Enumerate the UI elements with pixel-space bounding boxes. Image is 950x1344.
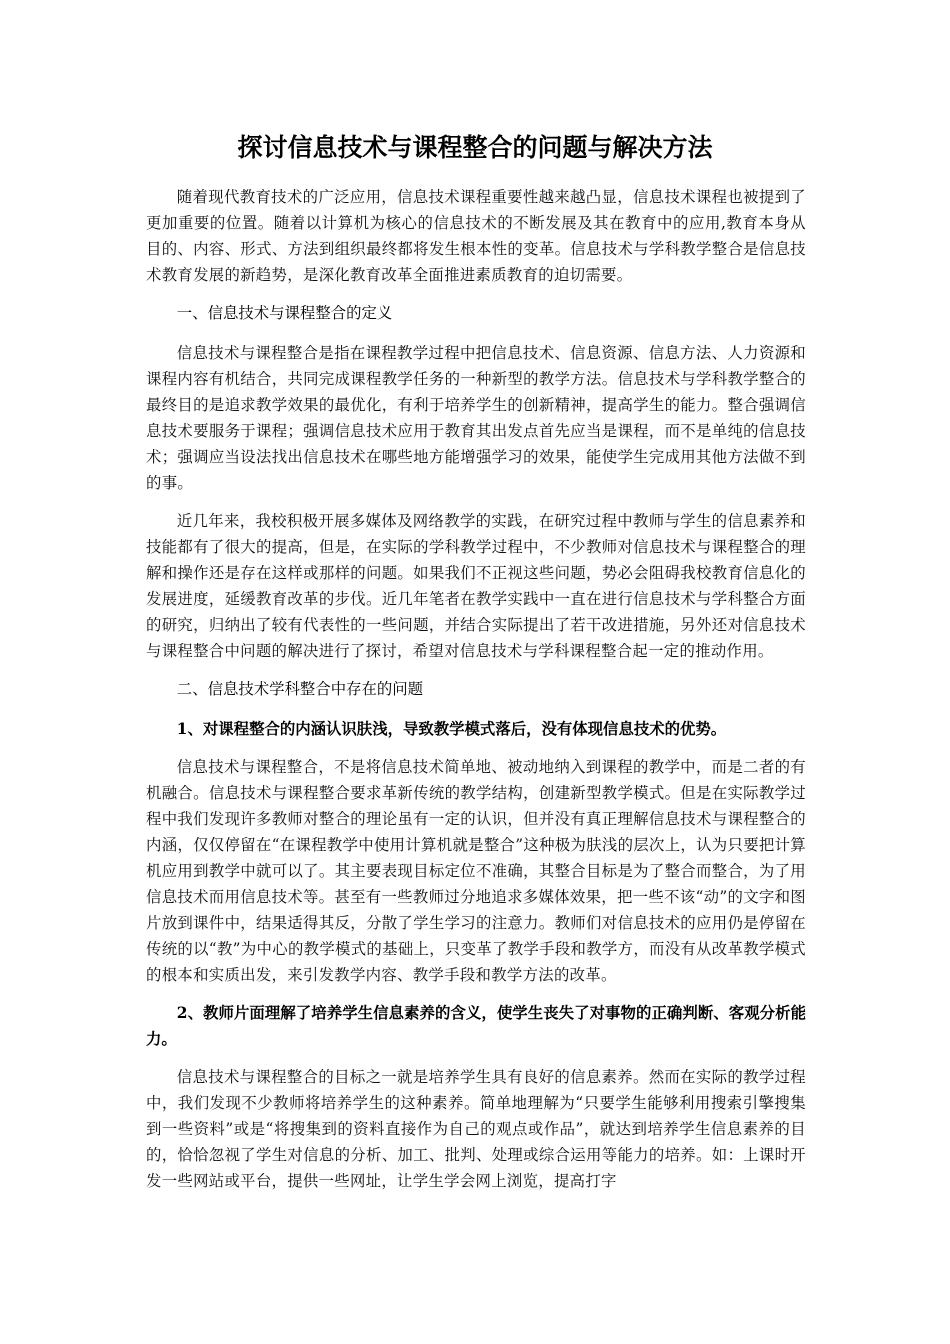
practice-paragraph: 近几年来，我校积极开展多媒体及网络教学的实践，在研究过程中教师与学生的信息素养和技能都有了很大的提高，但是，在实际的学科教学过程中，不少教师对信息技术与课程整合的理解和操作还是存在这样或那样的问题。如果我们不正视这些问题，势必会阻碍我校教育信息化的发展进度，延缓教育改革的步伐。近几年笔者在教学实践中一直在进行信息技术与学科整合方面的研究，归纳出了较有代表性的一些问题，并结合实际提出了若干改进措施，另外还对信息技术与课程整合中问题的解决进行了探讨，希望对信息技术与学科课程整合起一定的推动作用。 [146, 512, 806, 660]
problem-1-paragraph: 信息技术与课程整合，不是将信息技术简单地、被动地纳入到课程的教学中，而是二者的有机融合。信息技术与课程整合要求革新传统的教学结构，创建新型教学模式。但是在实际教学过程中我们发现许多教师对整合的理论虽有一定的认识，但并没有真正理解信息技术与课程整合的内涵，仅仅停留在“在课程教学中使用计算机就是整合”这种极为肤浅的层次上，认为只要把计算机应用到教学中就可以了。其主要表现目标定位不准确，其整合目标是为了整合而整合，为了用信息技术而用信息技术等。甚至有一些教师过分地追求多媒体效果，把一些不该“动”的文字和图片放到课件中，结果适得其反，分散了学生学习的注意力。教师们对信息技术的应用仍是停留在传统的以“教”为中心的教学模式的基础上，只变革了教学手段和教学方，而没有从改革教学模式的根本和实质出发，来引发教学内容、教学手段和教学方法的改革。 [146, 758, 806, 984]
problem-2-paragraph: 信息技术与课程整合的目标之一就是培养学生具有良好的信息素养。然而在实际的教学过程中，我们发现不少教师将培养学生的这种素养。简单地理解为“只要学生能够利用搜索引擎搜集到一些资料”或是“将搜集到的资料直接作为自己的观点或作品”，就达到培养学生信息素养的目的，恰恰忽视了学生对信息的分析、加工、批判、处理或综合运用等能力的培养。如：上课时开发一些网站或平台，提供一些网址，让学生学会网上浏览，提高打字 [146, 1068, 806, 1190]
intro-paragraph: 随着现代教育技术的广泛应用，信息技术课程重要性越来越凸显，信息技术课程也被提到了更加重要的位置。随着以计算机为核心的信息技术的不断发展及其在教育中的应用,教育本身从目的、内容、形式、方法到组织最终都将发生根本性的变革。信息技术与学科教学整合是信息技术教育发展的新趋势，是深化教育改革全面推进素质教育的迫切需要。 [146, 188, 806, 284]
document-title: 探讨信息技术与课程整合的问题与解决方法 [237, 133, 713, 162]
problem-2-heading: 2、教师片面理解了培养学生信息素养的含义，使学生丧失了对事物的正确判断、客观分析能力。 [146, 1004, 806, 1048]
section-heading-definition: 一、信息技术与课程整合的定义 [176, 304, 393, 322]
section-heading-problems: 二、信息技术学科整合中存在的问题 [176, 680, 424, 698]
problem-1-heading: 1、对课程整合的内涵认识肤浅，导致教学模式落后，没有体现信息技术的优势。 [176, 720, 727, 738]
definition-paragraph: 信息技术与课程整合是指在课程教学过程中把信息技术、信息资源、信息方法、人力资源和课程内容有机结合，共同完成课程教学任务的一种新型的教学方法。信息技术与学科教学整合的最终目的是追求教学效果的最优化，有利于培养学生的创新精神，提高学生的能力。整合强调信息技术要服务于课程；强调信息技术应用于教育其出发点首先应当是课程，而不是单纯的信息技术；强调应当设法找出信息技术在哪些地方能增强学习的效果，能使学生完成用其他方法做不到的事。 [146, 344, 806, 492]
document-body [146, 184, 806, 1206]
